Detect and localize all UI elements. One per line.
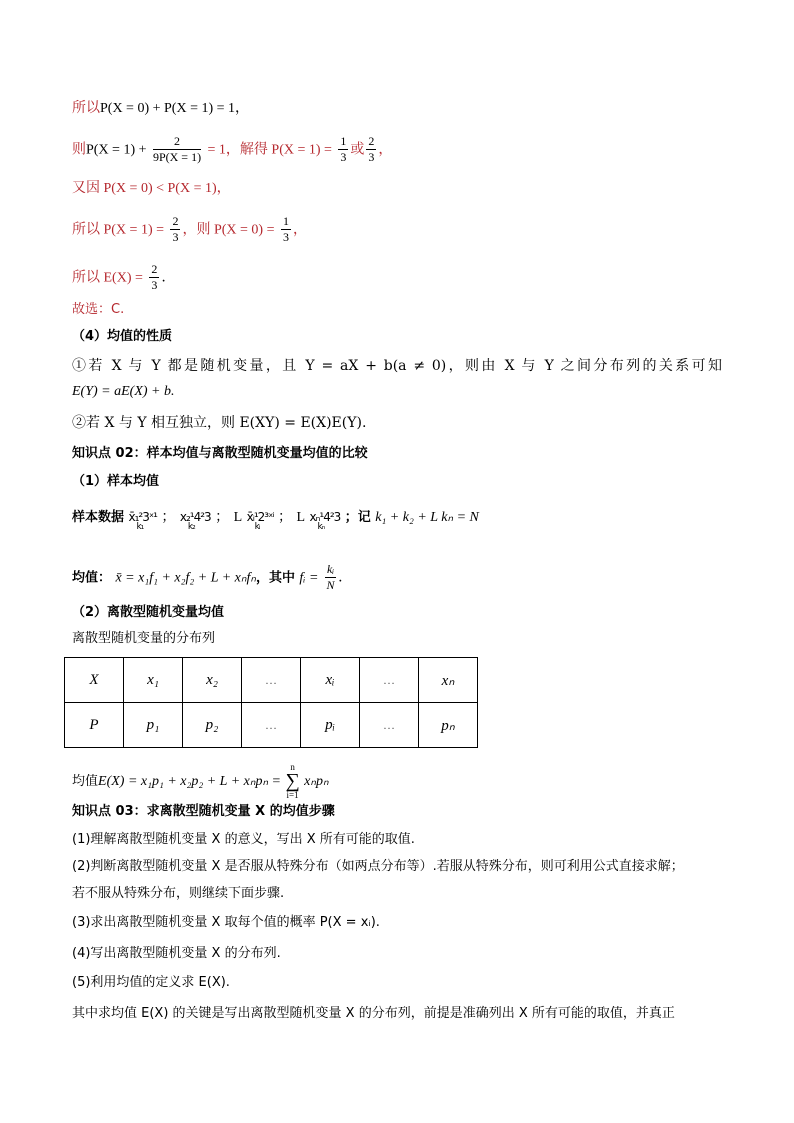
rv-mean-heading: （2）离散型随机变量均值 [72,605,225,620]
fraction-numerator: 2 [368,134,375,148]
fraction-denominator: 3 [151,278,158,292]
fraction-denominator: 3 [340,150,347,164]
fraction-denominator: 9P(X = 1) [152,150,202,164]
table-cell: … [242,703,301,748]
closing-paragraph: 其中求均值 E(X) 的关键是写出离散型随机变量 X 的分布列，前提是准确列出 X 所有可能的取值，并真正 [72,1006,675,1021]
table-cell: p₂ [183,703,242,748]
step-1: (1)理解离散型随机变量 X 的意义，写出 X 所有可能的取值. [72,832,415,847]
separator: ； [161,509,176,525]
fraction-denominator: 3 [282,230,289,244]
rv-mean-formula: E(X) = x₁p₁ + x₂p₂ + L + xₙpₙ = [98,774,281,789]
separator: ； [215,509,230,525]
sample-mean-line [72,562,343,593]
sum-lower: i=1 [286,790,299,800]
knowledge-point-02-heading: 知识点 02：样本均值与离散型随机变量均值的比较 [72,446,368,461]
table-cell: P [65,703,124,748]
step-2-line-1: (2)判断离散型随机变量 X 是否服从特殊分布（如两点分布等）.若服从特殊分布，则可利用公式直接求解； [72,859,684,874]
equation-part: 所以 E(X) = [72,270,143,286]
distribution-table [64,657,478,748]
sum-sign: ∑ [285,770,300,792]
garbled-formula-glyph: x₂¹4²3 k₂ [179,510,211,532]
table-cell: p₁ [124,703,183,748]
line-prefix: 所以 [72,100,100,116]
step-4: (4)写出离散型随机变量 X 的分布列. [72,946,281,961]
table-cell: … [360,703,419,748]
fraction-numerator: kᵢ [326,562,335,576]
sample-data-line [72,508,479,532]
fraction [149,262,159,293]
mean-formula: x̄ = x₁f₁ + x₂f₂ + L + xₙfₙ [115,570,256,586]
table-cell: pᵢ [301,703,360,748]
solution-line-2 [72,134,392,165]
summation [285,762,299,800]
fraction [153,134,201,165]
sample-mean-heading: （1）样本均值 [72,474,160,489]
property-1-line-1: ①若 X 与 Y 都是随机变量，且 Y = aX + b(a ≠ 0)，则由 X 与 Y 之间分布列的关系可知 [72,358,722,374]
fraction-denominator: 3 [368,150,375,164]
solution-line-4 [72,214,307,245]
equation-part: ，则 P(X = 0) = [182,222,275,238]
table-cell: x₂ [183,658,242,703]
equation-part: 所以 P(X = 1) = [72,222,165,238]
equation: 又因 P(X = 0) < P(X = 1)， [72,181,231,196]
sum-body: xₙpₙ [304,774,329,789]
table-cell: … [242,658,301,703]
sum-upper: n [290,762,295,772]
answer-line: 故选：C. [72,302,125,317]
rv-mean-line [72,762,329,800]
equation-part: = 1，解得 P(X = 1) = [207,142,332,158]
solution-line-3 [72,179,231,198]
punct: . [161,269,166,286]
fraction-denominator: 3 [172,230,179,244]
sample-data-label: 样本数据 [72,510,125,525]
fraction [366,134,376,165]
fraction [281,214,291,245]
solution-line-5 [72,262,166,293]
line-prefix: 则 [72,141,86,158]
step-3: (3)求出离散型随机变量 X 取每个值的概率 P(X = xᵢ). [72,915,380,930]
section-heading-mean-properties: （4）均值的性质 [72,329,173,344]
sample-data-tail-label: ；记 [344,510,371,525]
rv-mean-label: 均值 [72,774,99,789]
step-5: (5)利用均值的定义求 E(X). [72,975,230,990]
frequency-formula: fᵢ = [299,570,319,586]
punct: ， [378,141,393,158]
ellipsis-L: L [296,510,306,525]
property-1-line-2: E(Y) = aE(X) + b. [72,384,175,399]
punct: . [338,569,343,586]
knowledge-point-03-heading: 知识点 03：求离散型随机变量 X 的均值步骤 [72,804,335,819]
mean-mid-text: ，其中 [255,570,295,586]
table-cell: … [360,658,419,703]
solution-line-1 [72,99,249,118]
distribution-table-title: 离散型随机变量的分布列 [72,631,216,646]
fraction-numerator: 1 [340,134,347,148]
table-cell: pₙ [419,703,478,748]
sample-sum-formula: k₁ + k₂ + L kₙ = N [375,510,479,525]
fraction-numerator: 2 [153,134,201,150]
fraction [338,134,348,165]
garbled-formula-glyph: xₙ¹4²3 kₙ [309,510,341,532]
equation: P(X = 0) + P(X = 1) = 1， [100,101,250,116]
fraction [170,214,180,245]
mean-label: 均值： [72,570,112,586]
fraction [325,562,336,593]
or-word: 或 [350,141,365,158]
fraction-numerator: 2 [151,262,158,276]
fraction-numerator: 1 [282,214,289,228]
separator: ； [278,509,293,525]
table-cell: x₁ [124,658,183,703]
table-row [65,658,478,703]
table-cell: xₙ [419,658,478,703]
ellipsis-L: L [233,510,243,525]
fraction-numerator: 2 [172,214,179,228]
equation-part: P(X = 1) + [86,142,147,158]
property-2: ②若 X 与 Y 相互独立，则 E(XY) = E(X)E(Y). [72,415,367,431]
table-row [65,703,478,748]
table-cell: X [65,658,124,703]
garbled-formula-glyph: x̄₁²3ˣ¹ k₁ [128,510,157,532]
garbled-formula-glyph: x̄ᵢ¹2³ˣⁱ kᵢ [246,510,274,532]
step-2-line-2: 若不服从特殊分布，则继续下面步骤. [72,886,285,901]
punct: ， [292,221,307,238]
table-cell: xᵢ [301,658,360,703]
fraction-denominator: N [326,578,335,592]
